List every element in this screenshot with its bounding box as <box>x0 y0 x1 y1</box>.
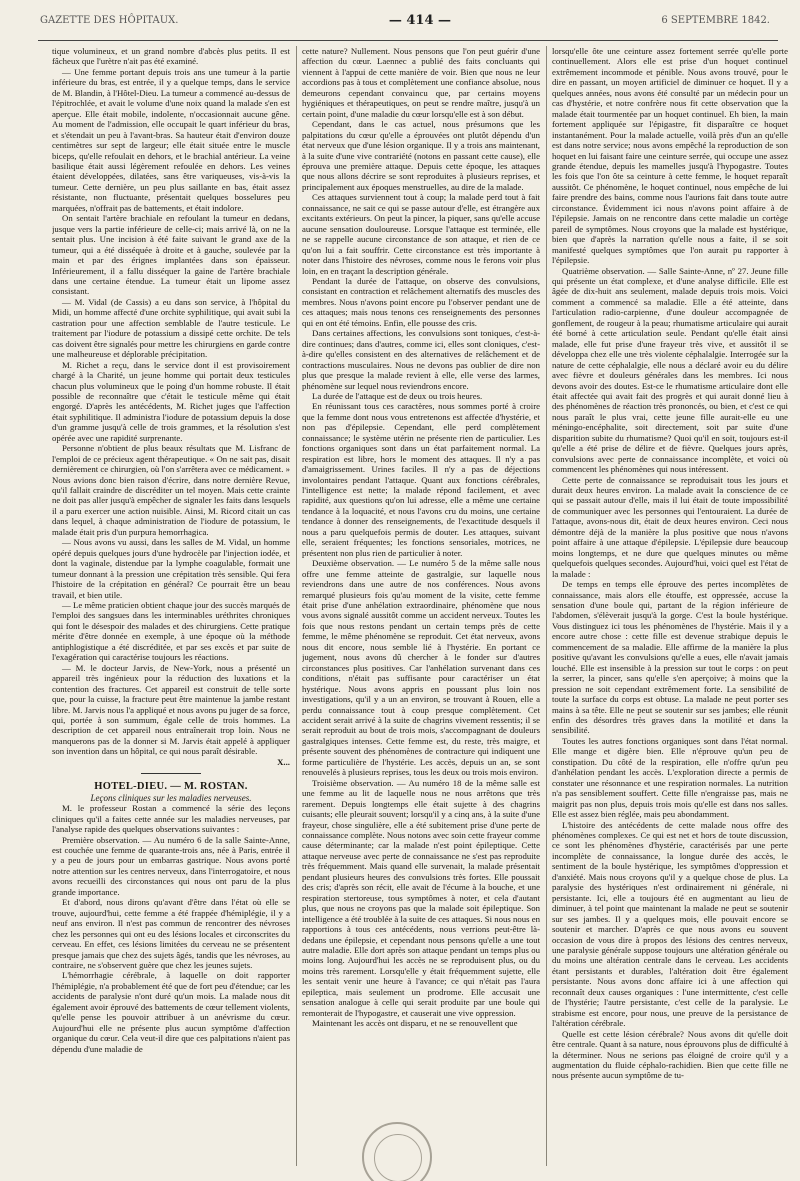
paragraph: M. le professeur Rostan a commencé la série des leçons cliniques qu'il a faites cette année sur les maladies nerveuses, par l'analyse rapide des quelques observations suivantes : <box>52 803 290 835</box>
paragraph: lorsqu'elle ôte une ceinture assez fortement serrée qu'elle porte continuellement. Alors elle est prise d'un hoquet continuel extrêmement incommode et pénible. Nous avons trouvé, pour le dire en passant, un moyen artificiel de diminuer ce hoquet. Il y a quelques années, nous avons été consulté par un médecin pour un cas d'hystérie, et notre confrère nous fit cette observation que la malade était tourmentée par un hoquet continuel. Eh bien, la main fortement appliquée sur l'épigastre, fit disparaître ce hoquet instantanément. Pour la malade actuelle, voilà près d'un an qu'elle est dans notre service; nous avons empêché la reproduction de son hoquet en lui faisant faire une ceinture serrée, qui occupe une assez grande étendue, depuis les mamelles jusqu'à l'hypogastre. Toutes les fois que l'on ôte sa ceinture à cette femme, le hoquet reparaît aussitôt. Ce phénomène, le hoquet continuel, nous empêche de lui faire prendre des bains, comme nous l'aurions fait dans toute autre circonstance. Évidemment ici nous n'avons point affaire à de l'épilepsie. Jamais on ne rencontre dans cette maladie un cortège pareil de symptômes. Nous croyons que la malade est hystérique, bien que d'après la narration qu'elle nous a faite, il se soit manifesté quelques symptômes que l'on aurait pu rapporter à l'épilepsie. <box>552 46 788 266</box>
paragraph: La durée de l'attaque est de deux ou trois heures. <box>312 390 483 401</box>
column-divider <box>296 46 297 1166</box>
column-2 <box>302 46 540 1172</box>
paragraph: — M. Vidal (de Cassis) a eu dans son service, à l'hôpital du Midi, un homme affecté d'une orchite syphilitique, qui avait subi la castration pour une affection semblable de l'autre testicule. Le traitement par l'iodure de potassium a dissipé cette orchite. De tels cas doivent être signalés pour mettre les chirurgiens en garde contre une malheureuse et déplorable précipitation. <box>52 296 290 360</box>
paragraph: Première observation. — Au numéro 6 de la salle Sainte-Anne, est couchée une femme de quarante-trois ans, née à Paris, entrée il y a peu de jours pour un embarras gastrique. Nous avons porté notre attention sur les centres nerveux, dans l'interrogatoire, et nous avons recueilli des circonstances qui nous ont paru de la plus grande importance. <box>52 834 290 897</box>
column-1 <box>52 46 290 1172</box>
paragraph: L'hémorrhagie cérébrale, à laquelle on doit rapporter l'hémiplégie, n'a probablement été que de fort peu d'étendue; car les accidents de paralysie n'ont duré qu'un mois. La malade nous dit également avoir éprouvé des battements de cœur tellement violents, qu'elle pense les pouvoir attribuer à un anévrisme du cœur. Aujourd'hui elle ne présente plus aucun symptôme d'affection organique du cœur. Cela veut-il dire que ces palpitations n'aient pas dépendu d'une maladie de <box>52 970 290 1054</box>
signature: X... <box>277 756 290 767</box>
paragraph: On sentait l'artère brachiale en refoulant la tumeur en dedans, jusque vers la partie inférieure de celle-ci; mais arrivé là, on ne la sentait plus. Une incision à été faite suivant le grand axe de la tumeur, qui a été disséquée à droite et à gauche, soulevée par la main et par des érignes implantées dans son épaisseur. Inférieurement, il a fallu disséquer la gaine de l'artère brachiale dans une certaine étendue. La tumeur était un lipome assez consistant. <box>52 213 290 297</box>
paragraph: Toutes les autres fonctions organiques sont dans l'état normal. Elle mange et digère bien. Elle n'éprouve qu'un peu de constipation. Du côté de la respiration, elle n'offre qu'un peu d'anhélation pendant les accès. L'exploration directe a permis de constater une résonnance et une respiration normales. La nutrition n'a pas sensiblement souffert. Cette fille n'engraisse pas, mais ne maigrit pas non plus, depuis trois mois qu'elle est dans nos salles. Elle est assez bien réglée, mais peu abondamment. <box>552 735 788 820</box>
page-header <box>40 10 770 30</box>
paragraph: De temps en temps elle éprouve des pertes incomplètes de connaissance, mais alors elle étouffe, est oppressée, accuse la sensation d'une boule qui, partant de la région inférieure de l'abdomen, s'élèverait jusqu'à la gorge. C'est la boule hystérique. Vous distinguez ici tous les phénomènes de l'hystérie. Mais il y a encore autre chose : cette fille est devenue strabique depuis le commencement de sa maladie. Elle affirme de la manière la plus positive qu'avant les convulsions qu'elle a eues, elle n'avait jamais louché. Elle est insensible à la pression sur tout le corps : on peut la serrer, la pincer, sans qu'elle s'en aperçoive; à moins que la pression ne soit cependant extrêmement forte. La sensibilité de toute la surface du corps est obtuse. La malade ne peut porter ses mains à sa tête. Elle ne peut se soutenir sur ses jambes; elle réunit enfin des désordres très graves dans la motilité et dans la sensibilité. <box>552 579 788 736</box>
paragraph: Personne n'obtient de plus beaux résultats que M. Lisfranc de l'emploi de ce précieux agent thérapeutique. « On ne sait pas, disait dernièrement ce chirurgien, où l'on s'arrêtera avec ce médicament. » Nous avions donc bien raison d'écrire, dans notre dernière Revue, qu'il fallait craindre de discréditer un tel moyen. Mais cette crainte ne doit pas aller jusqu'à empêcher de signaler les faits dans lesquels il a paru exercer une action nuisible. Ainsi, M. Ricord citait un cas dans lequel, à chaque administration de l'iodure de potassium, le malade était pris d'un purpura hemorrhagica. <box>52 443 290 537</box>
paragraph: — Nous avons vu aussi, dans les salles de M. Vidal, un homme opéré depuis quelques jours d'une hydrocèle par l'injection iodée, et dont la vaginale, distendue par la lymphe coagulable, formait une tumeur donnant à la pression une crépitation très sensible. Qui fera l'histoire de la crépitation en général? Ce pourrait être un beau travail, et bien utile. <box>52 537 290 600</box>
section-divider <box>141 773 201 774</box>
paragraph: Maintenant les accès ont disparu, et ne se renouvellent que <box>312 1018 518 1029</box>
paragraph: Et d'abord, nous dirons qu'avant d'être dans l'état où elle se trouve, aujourd'hui, cette femme a été frappée d'hémiplégie, il y a neuf ans environ. Il n'est pas commun de rencontrer des névroses chez les personnes qui ont eu des lésions locales et circonscrites du cerveau. En effet, ces lésions limitées du cerveau ne se présentent presque jamais que chez des sujets âgés, tandis que les névroses, au contraire, ne s'observent guère que chez les jeunes sujets. <box>52 897 290 970</box>
paragraph: — Le même praticien obtient chaque jour des succès marqués de l'emploi des sangsues dans les interminables uréthrites chroniques qui font le désespoir des malades et des chirurgiens. Cette pratique mérite d'être donnée en exemple, à une époque où la méthode antiphlogistique a été discréditée, et par ses excès et par suite de l'exagération qui caractérise toujours les réactions. <box>52 600 290 663</box>
paragraph: Troisième observation. — Au numéro 18 de la même salle est une femme au lit de laquelle nous ne nous arrêtons que très rarement. Depuis longtemps elle était sujette à des chagrins cuisants; elle pleurait souvent; lorsqu'il y a cinq ans, à la suite d'une frayeur, chose singulière, elle a été subitement prise d'une perte de connaissance complète. Nous notons avec soin cette frayeur comme cause déterminante; car la malade n'est point épileptique. Cette attaque nerveuse avec perte de connaissance ne s'est pas reproduite très fréquemment. Mais quand elle survenait, la malade présentait pendant plusieurs heures des convulsions très fortes. Elle poussait des cris; d'après son récit, elle avait de l'écume à la bouche, et une respiration stertoreuse, tous symptômes à noter, et cela d'autant plus, que nous ne croyons pas que la malade soit épileptique. Son intelligence a été troublée à la suite de ces attaques. Si nous nous en rapportions à tous ces antécédents, nous verrions peut-être là-dedans une épilepsie, et cependant nous pensons qu'elle a une tout autre maladie. Elle dort après son attaque pendant un temps plus ou moins long. Aujourd'hui les accès ne se reproduisent plus, ou du moins très rarement. Lorsqu'elle y était fréquemment sujette, elle les sentait venir une heure à l'avance; ce qui n'était pas l'aura epileptica, mais seulement un prodrome. Elle accusait une sensation analogue à celle qui serait produite par une boule qui remonterait de l'hypogastre, et causerait une vive oppression. <box>302 777 540 1018</box>
paragraph: — Une femme portant depuis trois ans une tumeur à la partie inférieure du bras, est entrée, il y a quelque temps, dans le service de M. Blandin, à l'Hôtel-Dieu. La tumeur a commencé au-dessus de l'épitrochlée, et avait le volume d'une noix quand la malade s'en est aperçue. Elle était mobile, indolente, n'occasionnait aucune gêne. Au moment de l'admission, elle occupait le quart inférieur du bras, et s'étendait un peu à l'avant-bras. Sa hauteur était d'environ douze centimètres sur sept de largeur; elle était située entre le muscle biceps, qu'elle refoulait en dehors, et le brachial antérieur. La veine basilique était aussi légèrement refoulée en dehors. Les veines étaient développées, dilatées, sans être variqueuses, vis-à-vis la tumeur. Cette dernière, un peu plus saillante en bas, était assez résistante, non fluctuante, présentait quelques bosselures peu marquées, n'offrait pas de battements, et était indolore. <box>52 66 290 213</box>
paragraph: cette nature? Nullement. Nous pensons que l'on peut guérir d'une affection du cœur. Laennec a publié des faits concluants qui viennent à l'appui de cette manière de voir. Bien que nous ne leur accordions pas à tous et complètement une confiance absolue, nous demeurons cependant convaincu que, par certains moyens hygiéniques et thérapeutiques, on peut se rendre maître, jusqu'à un certain point, d'une maladie du cœur lorsqu'elle est à son début. <box>302 46 540 119</box>
header-right: 6 SEPTEMBRE 1842. <box>661 14 770 26</box>
column-divider <box>546 46 547 1166</box>
page-number: — 414 — <box>388 12 452 28</box>
paragraph: Cependant, dans le cas actuel, nous présumons que les palpitations du cœur qu'elle a éprouvées ont plutôt dépendu d'un état nerveux que d'une lésion organique. Il y a trois ans maintenant, à la suite d'une vive contrariété (notons en passant cette cause), elle éprouva une première attaque. Depuis cette époque, les attaques que nous allons décrire se sont reproduites à plusieurs reprises, et principalement aux époques menstruelles, au dire de la malade. <box>302 119 540 192</box>
paragraph: Ces attaques surviennent tout à coup; la malade perd tout à fait connaissance, ne sait ce qui se passe autour d'elle, est étrangère aux excitants extérieurs. On peut la pincer, la piquer, sans qu'elle accuse aucune sensation douloureuse. Lorsque l'attaque est terminée, elle ne se rappelle aucune circonstance de son attaque, et rien de ce qu'on lui a fait souffrir. Cette circonstance est très importante à noter dans l'histoire des névroses, comme nous le ferons voir plus loin, en en traçant la description générale. <box>302 192 540 276</box>
paragraph: — M. le docteur Jarvis, de New-York, nous a présenté un appareil très ingénieux pour la réduction des luxations et la contention des fractures. Cet appareil est construit de telle sorte que, pour la cuisse, la fracture peut être maintenue la jambe restant libre. M. Jarvis nous l'a appliqué et nous avons pu juger de sa force, qui, portée à son summum, égale celle de trois hommes. La description de cet appareil nous entraînerait trop loin. Nous ne manquerons pas de la donner si M. Jarvis était appelé à appliquer son invention dans un hôpital, ce qui nous paraît désirable. <box>52 662 290 757</box>
paragraph: Deuxième observation. — Le numéro 5 de la même salle nous offre une femme atteinte de gastralgie, sur laquelle nous reviendrons dans une autre de nos conférences. Nous avons remarqué plusieurs fois qu'au moment de la visite, cette femme était prise d'une anhélation extraordinaire, phénomène que nous vous avons signalé aussitôt comme un accident nerveux. Toutes les fois que nous restons pendant un certain temps près de cette femme, le même phénomène se reproduit. Cet état nerveux, avons nous dit encore, nous semble lié à l'hystérie. En portant ce jugement, nous avons dû chercher à le fonder sur d'autres circonstances plus positives. Car l'anhélation survenant dans ces conditions, n'était pas suffisante pour caractériser un état hystérique. Nous avons appris en poussant plus loin nos investigations, qu'il y a un an environ, se trouvant à Rouen, elle a perdu connaissance tout à coup presque complètement. Cet accident serait arrivé à la suite de chagrins vivement ressentis; il se serait reproduit au bout de trois mois, s'accompagnant de douleurs gastralgiques intenses. Cette femme est, du reste, très maigre, et présente souvent des phénomènes de contracture qui indiquent une forme particulière de l'hystérie. Les accès, depuis un an, se sont renouvelés à plusieurs reprises, tous les deux ou trois mois environ. <box>302 558 540 778</box>
header-rule <box>38 40 778 41</box>
column-3 <box>552 46 788 1172</box>
paragraph: Dans certaines affections, les convulsions sont toniques, c'est-à-dire continues; dans d'autres, comme ici, elles sont cloniques, c'est-à-dire qu'elles consistent en des alternatives de relâchement et de contractions musculaires. Nous ne devons pas oublier de dire non plus que presque la malade revient à elle, elle verse des larmes, phénomène sur lequel nous reviendrons encore. <box>302 328 540 391</box>
paragraph: Quatrième observation. — Salle Sainte-Anne, nº 27. Jeune fille qui présente un état complexe, et d'une analyse difficile. Elle est âgée de dix-huit ans seulement, malade depuis trois mois. Voici comment a commencé sa maladie. Elle a été atteinte, dans l'articulation radio-carpienne, d'une douleur accompagnée de gonflement, de rougeur à la peau; rhumatisme articulaire qui aurait été borné à cette articulation seule. Pendant qu'elle était ainsi malade, elle fut prise d'une frayeur très vive, et aussitôt il se développa chez elle une très violente céphalalgie. Interrogée sur la nature de cette céphalalgie, elle nous a déclaré avoir eu du délire avec fièvre et douleurs générales dans les membres. Ici nous devons avoir des doutes. Est-ce le rhumatisme articulaire dont elle était affectée qui avait fait des progrès et qui aurait donné lieu à des phénomènes de réaction très prononcés, ou bien, et c'est ce qui nous paraît le plus vrai, cette jeune fille aurait-elle eu une méningo-encéphalite, soit directement, soit par suite d'une disparition subite du rhumatisme? Quoi qu'il en soit, toujours est-il qu'elle a été prise de délire et de fièvre. Quelques jours après, convulsions avec perte de connaissance incomplète, et voici où commencent les phénomènes qui nous intéressent. <box>552 265 788 475</box>
paragraph: L'histoire des antécédents de cette malade nous offre des phénomènes complexes. Ce qui est net et hors de toute discussion, ce sont les phénomènes d'hystérie, caractérisés par une perte incomplète de connaissance, la longue durée des accès, le sentiment de la boule hystérique, les symptômes d'oppression et d'anxiété. Mais nous croyons qu'il y a quelque chose de plus. La paralysie des hystériques n'est ordinairement ni générale, ni persistante. Ici, elle a toujours été en augmentant au lieu de diminuer, à tel point que maintenant la malade ne peut se soutenir sur ses jambes. Il y a quelques mois, elle pouvait encore se soutenir et marcher. D'après ce que nous avons eu souvent occasion de vous dire à propos des lésions des centres nerveux, une paralysie générale suppose toujours une altération générale ou du moins une altération centrale dans le cerveau. Les accidents étant persistants et durables, l'altération doit être également persistante. Nous avons donc affaire ici à une affection qui reconnaît deux causes organiques : l'une intermittente, c'est celle de l'hystérie; l'autre persistante, c'est celle de la paralysie. Le strabisme est encore, pour nous, une preuve de la persistance de l'altération cérébrale. <box>552 819 788 1029</box>
section-subheading: Leçons cliniques sur les maladies nerveuses. <box>90 792 252 803</box>
paragraph: Pendant la durée de l'attaque, on observe des convulsions, consistant en contraction et relâchement alternatifs des muscles des membres. Nous n'avons point encore pu l'observer pendant une de ces attaques; mais nous tenons ces renseignements des personnes qui en ont été témoins. Enfin, elle pousse des cris. <box>302 275 540 328</box>
section-heading: HOTEL-DIEU. — M. ROSTAN. <box>94 781 248 793</box>
paragraph: Cette perte de connaissance se reproduisait tous les jours et durait deux heures environ. La malade avait la conscience de ce qui se passait autour d'elle, mais il lui était de toute impossibilité de communiquer avec les personnes qui l'entouraient. La durée de l'attaque, avons-nous dit, était de deux heures environ. Ceci nous démontre déjà de la manière la plus positive que nous n'avons point affaire à une attaque d'épilepsie. L'épilepsie dure beaucoup moins longtemps, et ne dure que quelques minutes ou même quelquefois quelques secondes. Aujourd'hui, voici quel est l'état de la malade : <box>552 474 788 579</box>
paragraph: Quelle est cette lésion cérébrale? Nous avons dit qu'elle doit être centrale. Quant à sa nature, nous éprouvons plus de difficulté à la déterminer. Nous ne serions pas éloigné de croire qu'il y a augmentation du fluide céphalo-rachidien. Bien que cette fille ne nous présente aucun symptôme de tu- <box>552 1028 788 1081</box>
paragraph: En réunissant tous ces caractères, nous sommes porté à croire que la femme dont nous vous entretenons est affectée d'hystérie, et non pas d'épilepsie. Cependant, elle perd complètement connaissance; le système utérin ne présente rien de particulier. Les fonctions organiques sont dans un état parfaitement normal. La respiration est libre, hors le moment des attaques. Il n'y a pas d'amaigrissement. Urines faciles. Il n'y a pas de déjections involontaires pendant l'attaque. Quant aux fonctions cérébrales, l'intelligence est nette; la malade répond facilement, et avec rapidité, aux questions qu'on lui adresse, elle a même une certaine tendance à la loquacité, et nous l'avons cru du moins, une certaine tendance à donner des renseignements, de l'exactitude desquels il nous a paru quelquefois permis de douter. Les attaques, suivant elle, seraient fréquentes; les fonctions sensoriales, motrices, ne présentent non plus rien de particulier à noter. <box>302 401 540 558</box>
paragraph: tique volumineux, et un grand nombre d'abcès plus petits. Il est fâcheux que l'urètre n'ait pas été examiné. <box>52 46 290 67</box>
header-left: GAZETTE DES HÔPITAUX. <box>40 14 179 26</box>
paragraph: M. Richet a reçu, dans le service dont il est provisoirement chargé à la Charité, un jeune homme qui portait deux testicules chacun plus volumineux que le poing d'un homme robuste. Il était possible de reconnaître que c'était le testicule même qui était engorgé. D'après les antécédents, M. Richet juges que l'affection était syphilitique. Il administra l'iodure de potassium depuis la dose d'un gramme jusqu'à celle de trois grammes, et la résolution s'est opérée avec une rapidité surprenante. <box>52 359 290 443</box>
